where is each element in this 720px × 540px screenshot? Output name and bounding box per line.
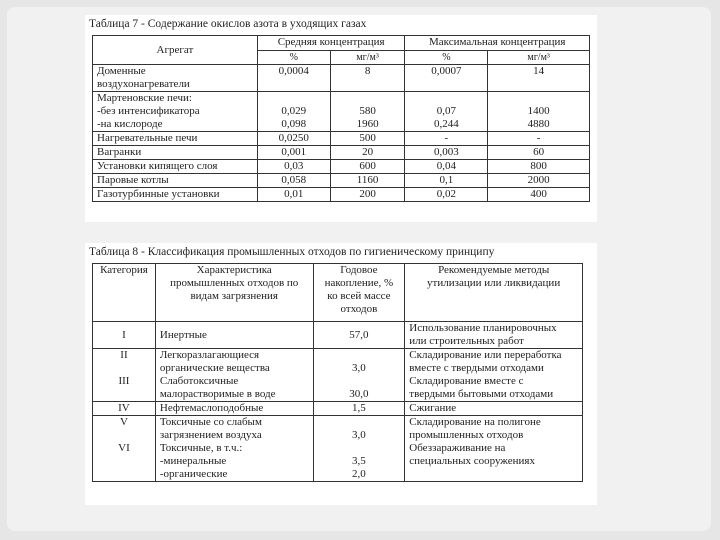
cell-line: IV xyxy=(118,402,130,414)
cell-line: 3,5 xyxy=(352,455,366,467)
cell-line xyxy=(97,388,151,401)
cell-line: Газотурбинные установки xyxy=(97,188,220,200)
value-cell xyxy=(488,132,590,146)
accumulation-cell xyxy=(313,349,405,402)
cell-line: или строительных работ xyxy=(409,335,524,347)
value-cell xyxy=(405,92,488,132)
value-cell xyxy=(257,92,330,132)
value-cell xyxy=(488,188,590,202)
unit-name-cell xyxy=(93,65,258,92)
cell-line: 0,0250 xyxy=(278,132,309,144)
cell-line: 2000 xyxy=(527,174,550,186)
description-cell xyxy=(155,402,313,416)
table-7-image xyxy=(85,15,597,222)
cell-line: Сжигание xyxy=(409,402,457,414)
value-cell xyxy=(257,174,330,188)
value-cell xyxy=(330,146,405,160)
category-cell xyxy=(93,349,156,402)
cell-line: загрязнением воздуха xyxy=(159,429,262,441)
description-cell xyxy=(155,322,313,349)
table-row xyxy=(93,132,590,146)
cell-line: 600 xyxy=(359,160,376,172)
cell-line: накопление, % xyxy=(324,277,394,289)
cell-line: Паровые котлы xyxy=(97,174,169,186)
cell-line xyxy=(318,416,401,429)
description-cell xyxy=(155,349,313,402)
header-unit: Агрегат xyxy=(93,36,258,65)
cell-line: V xyxy=(119,416,128,428)
cell-line: Легкоразлагающиеся xyxy=(159,349,260,361)
cell-line xyxy=(318,442,401,455)
cell-line: Нагревательные печи xyxy=(97,132,198,144)
cell-line: Складирование или переработка xyxy=(409,349,562,361)
method-cell xyxy=(405,402,583,416)
cell-line: утилизации или ликвидации xyxy=(427,277,561,289)
unit-name-cell xyxy=(93,160,258,174)
cell-line xyxy=(262,92,326,105)
table-row xyxy=(93,174,590,188)
table-row xyxy=(93,146,590,160)
cell-line: Рекомендуемые методы xyxy=(438,264,550,276)
value-cell xyxy=(488,160,590,174)
unit-name-cell xyxy=(93,188,258,202)
cell-line: -минеральные xyxy=(159,455,227,467)
cell-line: 0,029 xyxy=(281,105,307,117)
cell-line: 800 xyxy=(530,160,547,172)
table-7 xyxy=(92,35,590,202)
cell-line xyxy=(318,375,401,388)
value-cell xyxy=(330,174,405,188)
cell-line: III xyxy=(118,375,130,387)
cell-line xyxy=(409,92,483,105)
table-row xyxy=(93,402,583,416)
header-mg: мг/м³ xyxy=(330,51,405,65)
cell-line: ко всей массе xyxy=(327,290,391,302)
cell-line: Токсичные со слабым xyxy=(159,416,262,428)
value-cell xyxy=(257,132,330,146)
method-cell xyxy=(405,349,583,402)
cell-line: 0,001 xyxy=(281,146,307,158)
cell-line: Использование планировочных xyxy=(409,322,557,334)
cell-line xyxy=(492,92,585,105)
value-cell xyxy=(488,65,590,92)
value-cell xyxy=(330,92,405,132)
cell-line: твердыми бытовыми отходами xyxy=(409,388,554,400)
table-8-caption: Таблица 8 - Классификация промышленных отходов по гигиеническому принципу xyxy=(89,246,495,258)
header-cell xyxy=(155,264,313,322)
cell-line: вместе с твердыми отходами xyxy=(409,362,544,374)
cell-line: отходов xyxy=(340,303,378,315)
cell-line xyxy=(97,455,151,468)
cell-line: 0,058 xyxy=(281,174,307,186)
cell-line: 4880 xyxy=(527,118,550,130)
cell-line: 1960 xyxy=(356,118,379,130)
cell-line: 0,244 xyxy=(434,118,459,130)
cell-line: малорастворимые в воде xyxy=(159,388,276,400)
cell-line xyxy=(97,429,151,442)
cell-line: 14 xyxy=(533,65,545,77)
header-cell xyxy=(93,264,156,322)
header-avg: Средняя концентрация xyxy=(257,36,405,51)
cell-line: видам загрязнения xyxy=(190,290,278,302)
cell-line: Складирование на полигоне xyxy=(409,416,541,428)
cell-line: I xyxy=(122,328,126,341)
cell-line: 200 xyxy=(359,188,376,200)
method-cell xyxy=(405,416,583,482)
table-8-image xyxy=(85,243,597,505)
cell-line: Нефтемаслоподобные xyxy=(159,402,264,414)
cell-line: 580 xyxy=(359,105,376,117)
cell-line: -на кислороде xyxy=(97,118,163,130)
cell-line: 500 xyxy=(359,132,376,144)
cell-line xyxy=(97,468,151,481)
table-row xyxy=(93,65,590,92)
cell-line: 400 xyxy=(530,188,547,200)
unit-name-cell xyxy=(93,92,258,132)
cell-line: 0,01 xyxy=(284,188,304,200)
cell-line: Вагранки xyxy=(97,146,142,158)
header-cell xyxy=(405,264,583,322)
header-mg: мг/м³ xyxy=(488,51,590,65)
value-cell xyxy=(330,160,405,174)
category-cell xyxy=(93,322,156,349)
cell-line: Категория xyxy=(100,264,148,276)
cell-line: 0,098 xyxy=(281,118,307,130)
unit-name-cell xyxy=(93,132,258,146)
header-pct: % xyxy=(405,51,488,65)
cell-line: Инертные xyxy=(159,328,207,341)
cell-line: 1,5 xyxy=(352,402,366,414)
cell-line: -без интенсификатора xyxy=(97,105,200,117)
table-row xyxy=(93,349,583,402)
cell-line: 1400 xyxy=(527,105,550,117)
cell-line: 0,0004 xyxy=(278,65,309,77)
description-cell xyxy=(155,416,313,482)
cell-line xyxy=(335,92,401,105)
cell-line: Слаботоксичные xyxy=(159,375,239,387)
cell-line: VI xyxy=(118,442,130,454)
value-cell xyxy=(405,65,488,92)
accumulation-cell xyxy=(313,402,405,416)
value-cell xyxy=(405,160,488,174)
method-cell xyxy=(405,322,583,349)
cell-line: 0,003 xyxy=(434,146,459,158)
accumulation-cell xyxy=(313,322,405,349)
cell-line: Мартеновские печи: xyxy=(97,92,192,104)
value-cell xyxy=(405,188,488,202)
value-cell xyxy=(405,174,488,188)
table-7-caption: Таблица 7 - Содержание окислов азота в уходящих газах xyxy=(89,18,367,30)
cell-line: 0,0007 xyxy=(431,65,462,77)
cell-line: 60 xyxy=(533,146,545,158)
accumulation-cell xyxy=(313,416,405,482)
cell-line: специальных сооружениях xyxy=(409,455,535,467)
table-row xyxy=(93,416,583,482)
table-row xyxy=(93,188,590,202)
cell-line: 0,07 xyxy=(436,105,456,117)
cell-line: Годовое xyxy=(340,264,378,276)
cell-line: Складирование вместе с xyxy=(409,375,524,387)
cell-line: Доменные xyxy=(97,65,146,77)
cell-line: 8 xyxy=(364,65,371,77)
cell-line: 30,0 xyxy=(349,388,369,400)
table-row xyxy=(93,322,583,349)
unit-name-cell xyxy=(93,174,258,188)
table-row xyxy=(93,160,590,174)
value-cell xyxy=(257,160,330,174)
cell-line: 20 xyxy=(362,146,374,158)
cell-line: - xyxy=(444,132,449,144)
cell-line: 3,0 xyxy=(352,362,366,374)
header-max: Максимальная концентрация xyxy=(405,36,590,51)
table-row xyxy=(93,92,590,132)
cell-line: - xyxy=(536,132,541,144)
value-cell xyxy=(405,146,488,160)
cell-line: Обеззараживание на xyxy=(409,442,506,454)
header-pct: % xyxy=(257,51,330,65)
value-cell xyxy=(330,65,405,92)
cell-line: 0,03 xyxy=(284,160,304,172)
cell-line: 0,02 xyxy=(436,188,456,200)
value-cell xyxy=(330,188,405,202)
value-cell xyxy=(257,65,330,92)
cell-line: II xyxy=(120,349,128,361)
unit-name-cell xyxy=(93,146,258,160)
value-cell xyxy=(257,188,330,202)
cell-line: 0,1 xyxy=(439,174,454,186)
cell-line xyxy=(409,468,578,481)
category-cell xyxy=(93,416,156,482)
cell-line: воздухонагреватели xyxy=(97,78,190,90)
value-cell xyxy=(330,132,405,146)
cell-line: -органические xyxy=(159,468,228,480)
cell-line: 3,0 xyxy=(352,429,366,441)
cell-line: Характеристика xyxy=(196,264,272,276)
table-8 xyxy=(92,263,583,482)
cell-line: 0,04 xyxy=(436,160,456,172)
category-cell xyxy=(93,402,156,416)
value-cell xyxy=(257,146,330,160)
cell-line: промышленных отходов xyxy=(409,429,524,441)
cell-line xyxy=(318,349,401,362)
value-cell xyxy=(488,92,590,132)
cell-line: Токсичные, в т.ч.: xyxy=(159,442,243,454)
header-cell xyxy=(313,264,405,322)
value-cell xyxy=(405,132,488,146)
cell-line xyxy=(97,362,151,375)
value-cell xyxy=(488,174,590,188)
cell-line: 57,0 xyxy=(349,328,369,341)
cell-line: 1160 xyxy=(356,174,379,186)
value-cell xyxy=(488,146,590,160)
cell-line: 2,0 xyxy=(352,468,366,480)
cell-line: промышленных отходов по xyxy=(170,277,299,289)
cell-line: Установки кипящего слоя xyxy=(97,160,218,172)
cell-line: органические вещества xyxy=(159,362,270,374)
